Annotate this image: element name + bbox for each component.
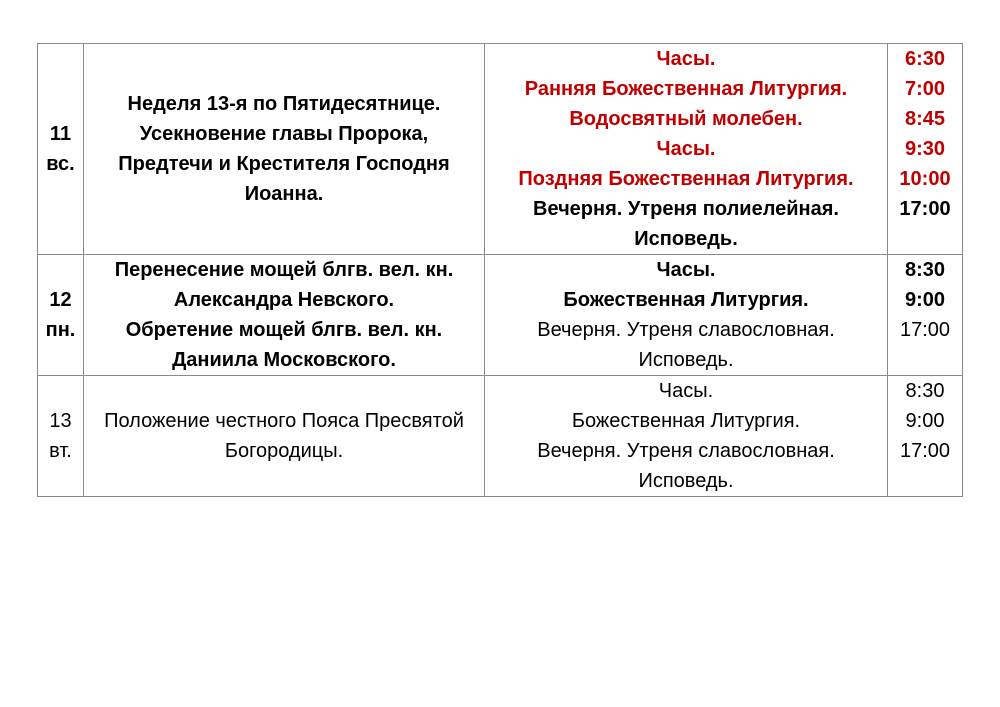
service-line: Часы. xyxy=(656,259,716,281)
table-row-12 xyxy=(38,255,963,376)
service-line: Часы. xyxy=(656,138,716,160)
schedule-table xyxy=(37,43,963,497)
feast-line: Обретение мощей блгв. вел. кн. xyxy=(125,319,443,341)
time-value: 9:00 xyxy=(905,410,945,432)
service-line: Божественная Литургия. xyxy=(563,289,809,311)
day-cell xyxy=(38,44,84,255)
time-spacer xyxy=(892,224,958,254)
time-value: 8:45 xyxy=(904,108,946,130)
service-line: Исповедь. xyxy=(634,228,738,250)
service-line: Вечерня. Утреня славословная. xyxy=(537,319,835,341)
time-value: 9:30 xyxy=(904,138,946,160)
weekday: пн. xyxy=(45,319,76,341)
feast-line: Александра Невского. xyxy=(173,289,395,311)
service-line: Водосвятный молебен. xyxy=(569,108,803,130)
time-value: 7:00 xyxy=(904,78,946,100)
day-cell xyxy=(38,255,84,376)
day-number: 13 xyxy=(49,410,72,432)
time-value: 9:00 xyxy=(904,289,946,311)
service-line: Исповедь. xyxy=(638,470,734,492)
service-line: Ранняя Божественная Литургия. xyxy=(524,78,848,100)
times-cell xyxy=(888,44,963,255)
feast-line: Перенесение мощей блгв. вел. кн. xyxy=(114,259,454,281)
feast-line: Даниила Московского. xyxy=(172,349,396,371)
service-line: Поздняя Божественная Литургия. xyxy=(518,168,854,190)
feast-line: Богородицы. xyxy=(224,440,344,462)
feast-line: Положение честного Пояса Пресвятой xyxy=(104,410,464,432)
time-value: 8:30 xyxy=(905,380,945,402)
feast-line: Предтечи и Крестителя Господня xyxy=(118,153,450,175)
feast-cell xyxy=(84,376,485,497)
service-line: Божественная Литургия. xyxy=(571,410,801,432)
time-value: 8:30 xyxy=(904,259,946,281)
services-cell xyxy=(485,255,888,376)
feast-cell xyxy=(84,44,485,255)
services-cell xyxy=(485,376,888,497)
time-value: 6:30 xyxy=(904,48,946,70)
weekday: вт. xyxy=(49,440,72,462)
feast-line: Усекновение главы Пророка, xyxy=(139,123,429,145)
service-line: Часы. xyxy=(658,380,714,402)
times-cell xyxy=(888,376,963,497)
service-line: Исповедь. xyxy=(638,349,734,371)
day-cell xyxy=(38,376,84,497)
time-value: 10:00 xyxy=(899,168,951,190)
table-row-13 xyxy=(38,376,963,497)
service-line: Вечерня. Утреня полиелейная. xyxy=(533,198,839,220)
service-line: Вечерня. Утреня славословная. xyxy=(537,440,835,462)
service-line: Часы. xyxy=(656,48,716,70)
table-row-11 xyxy=(38,44,963,255)
time-value: 17:00 xyxy=(899,319,951,341)
time-value: 17:00 xyxy=(899,198,951,220)
services-cell xyxy=(485,44,888,255)
feast-line: Неделя 13-я по Пятидесятнице. xyxy=(127,93,441,115)
day-number: 12 xyxy=(49,289,72,311)
time-value: 17:00 xyxy=(899,440,951,462)
weekday: вс. xyxy=(46,153,75,175)
feast-line: Иоанна. xyxy=(244,183,324,205)
day-number: 11 xyxy=(49,123,72,145)
times-cell xyxy=(888,255,963,376)
feast-cell xyxy=(84,255,485,376)
